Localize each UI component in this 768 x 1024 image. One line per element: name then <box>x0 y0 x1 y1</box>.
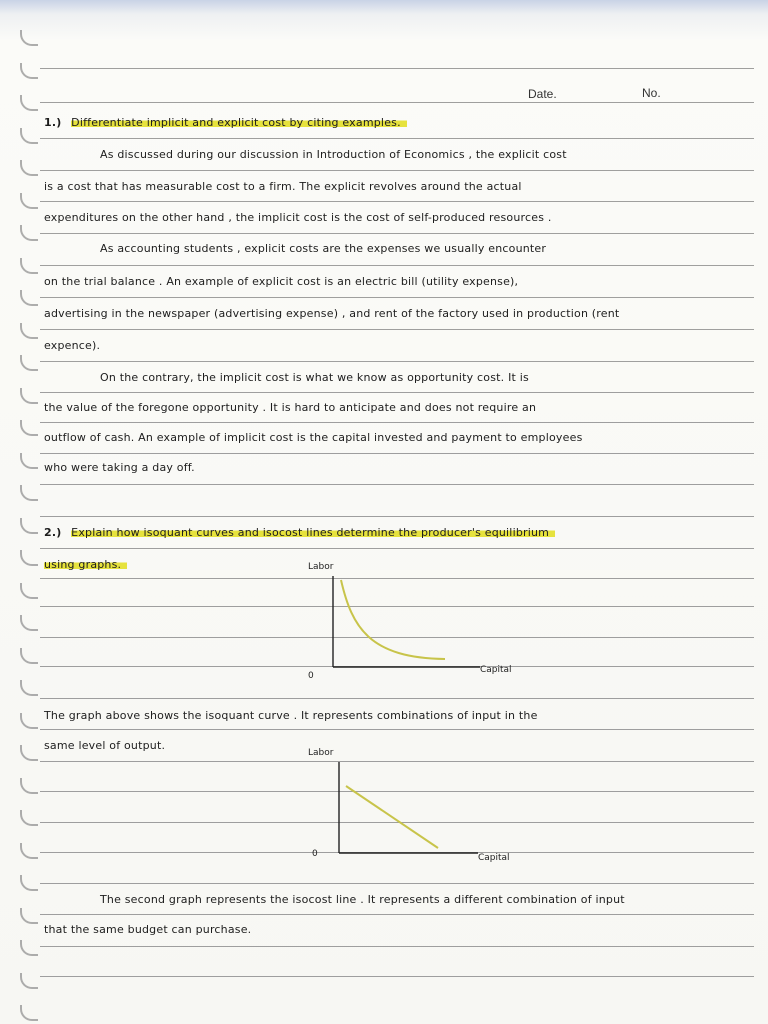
binder-hole <box>20 453 38 469</box>
binder-hole <box>20 778 38 794</box>
ruled-line <box>40 484 754 485</box>
ruled-line <box>40 138 754 139</box>
answer-1-line-11: who were taking a day off. <box>44 461 195 474</box>
answer-1-line-2: is a cost that has measurable cost to a firm. The explicit revolves around the actual <box>44 180 522 193</box>
date-label: Date. <box>528 87 557 101</box>
binder-hole <box>20 323 38 339</box>
ruled-line <box>40 946 754 947</box>
binder-hole <box>20 745 38 761</box>
answer-3-line-2: that the same budget can purchase. <box>44 923 252 936</box>
ruled-line <box>40 729 754 730</box>
ruled-line <box>40 102 754 103</box>
binder-hole <box>20 63 38 79</box>
binder-hole <box>20 583 38 599</box>
isocost-line <box>346 786 438 848</box>
question-2-text-line-1: Explain how isoquant curves and isocost lines determine the producer's equilibrium <box>71 526 555 539</box>
isoquant-graph <box>300 558 540 683</box>
binder-hole <box>20 95 38 111</box>
ruled-line <box>40 422 754 423</box>
binder-hole <box>20 1005 38 1021</box>
binder-hole <box>20 388 38 404</box>
question-2 <box>44 526 758 539</box>
binder-hole <box>20 973 38 989</box>
question-2-text-line-2: using graphs. <box>44 558 127 571</box>
binder-hole <box>20 615 38 631</box>
binder-hole <box>20 680 38 696</box>
question-2-number: 2.) <box>44 526 62 539</box>
answer-1-line-8: On the contrary, the implicit cost is what we know as opportunity cost. It is <box>100 371 529 384</box>
ruled-line <box>40 361 754 362</box>
binder-hole <box>20 940 38 956</box>
graph-1-origin: 0 <box>308 671 314 681</box>
ruled-line <box>40 548 754 549</box>
question-1-number: 1.) <box>44 116 62 129</box>
answer-1-line-5: on the trial balance . An example of explicit cost is an electric bill (utility expense), <box>44 275 519 288</box>
answer-2-line-2: same level of output. <box>44 739 166 752</box>
answer-1-line-4: As accounting students , explicit costs are the expenses we usually encounter <box>100 242 547 255</box>
binder-hole <box>20 875 38 891</box>
graph-2-x-label: Capital <box>478 853 510 863</box>
binder-hole <box>20 225 38 241</box>
binder-hole <box>20 908 38 924</box>
answer-2-line-1: The graph above shows the isoquant curve . It represents combinations of input in the <box>44 709 538 722</box>
graph-2-y-label: Labor <box>308 748 334 758</box>
binder-hole <box>20 160 38 176</box>
ruled-line <box>40 201 754 202</box>
isoquant-curve <box>341 580 445 659</box>
isocost-graph <box>300 744 540 869</box>
ruled-line <box>40 265 754 266</box>
answer-1-line-1: As discussed during our discussion in Introduction of Economics , the explicit cost <box>100 148 567 161</box>
binder-hole <box>20 648 38 664</box>
number-label: No. <box>642 86 661 100</box>
ruled-line <box>40 453 754 454</box>
binder-hole <box>20 713 38 729</box>
binder-hole <box>20 485 38 501</box>
graph-2-origin: 0 <box>312 849 318 859</box>
ruled-line <box>40 976 754 977</box>
answer-1-line-10: outflow of cash. An example of implicit cost is the capital invested and payment to employees <box>44 431 583 444</box>
answer-1-line-7: expence). <box>44 339 101 352</box>
binder-hole <box>20 193 38 209</box>
answer-1-line-6: advertising in the newspaper (advertising expense) , and rent of the factory used in production (rent <box>44 307 620 320</box>
question-1-text: Differentiate implicit and explicit cost by citing examples. <box>71 116 407 129</box>
ruled-line <box>40 883 754 884</box>
answer-1-line-9: the value of the foregone opportunity . It is hard to anticipate and does not require an <box>44 401 537 414</box>
binder-hole <box>20 258 38 274</box>
ruled-line <box>40 233 754 234</box>
binder-hole <box>20 810 38 826</box>
ruled-line <box>40 914 754 915</box>
ruled-line <box>40 68 754 69</box>
graph-1-y-label: Labor <box>308 562 334 572</box>
answer-1-line-3: expenditures on the other hand , the implicit cost is the cost of self-produced resources . <box>44 211 552 224</box>
binder-hole <box>20 550 38 566</box>
graph-1-x-label: Capital <box>480 665 512 675</box>
answer-3-line-1: The second graph represents the isocost line . It represents a different combination of input <box>100 893 625 906</box>
ruled-line <box>40 516 754 517</box>
ruled-line <box>40 698 754 699</box>
binder-hole <box>20 30 38 46</box>
question-1 <box>44 116 758 129</box>
binder-hole <box>20 843 38 859</box>
binder-hole <box>20 420 38 436</box>
binder-hole <box>20 290 38 306</box>
ruled-line <box>40 170 754 171</box>
ruled-line <box>40 392 754 393</box>
binder-hole <box>20 128 38 144</box>
binder-hole <box>20 355 38 371</box>
binder-hole <box>20 518 38 534</box>
ruled-line <box>40 329 754 330</box>
ruled-line <box>40 297 754 298</box>
